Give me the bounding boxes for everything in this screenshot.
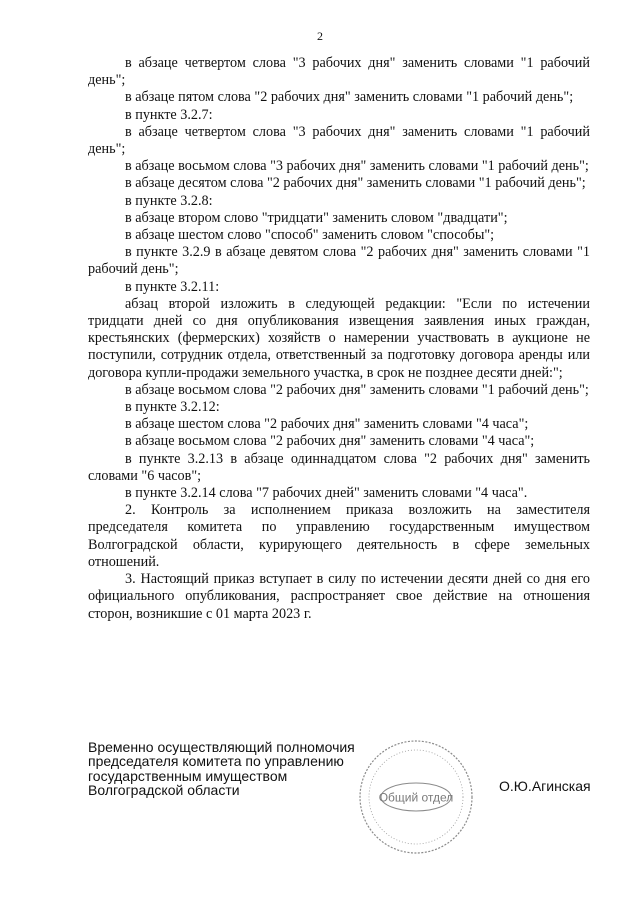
paragraph-4: в абзаце четвертом слова "3 рабочих дня" заменить словами "1 рабочий день"; xyxy=(88,123,590,158)
paragraph-13: в абзаце восьмом слова "2 рабочих дня" заменить словами "1 рабочий день"; xyxy=(125,381,589,398)
signatory-position-line: Волгоградской области xyxy=(88,782,240,799)
paragraph-14: в пункте 3.2.12: xyxy=(125,399,220,416)
signatory-position xyxy=(88,740,378,798)
signatory-position-line: государственным имуществом xyxy=(88,767,288,784)
paragraph-1: в абзаце четвертом слова "3 рабочих дня" заменить словами "1 рабочий день"; xyxy=(88,55,590,89)
paragraph-7: в пункте 3.2.8: xyxy=(125,192,213,209)
paragraph-17: в пункте 3.2.13 в абзаце одиннадцатом слова "2 рабочих дня" заменить словами "6 часов"; xyxy=(88,450,590,484)
signer-name: О.Ю.Агинская xyxy=(499,778,591,794)
paragraph-6: в абзаце десятом слова "2 рабочих дня" заменить словами "1 рабочий день"; xyxy=(125,175,586,192)
paragraph-16: в абзаце восьмом слова "2 рабочих дня" заменить словами "4 часа"; xyxy=(125,433,535,450)
paragraph-control: 2. Контроль за исполнением приказа возложить на заместителя председателя комитета по управлению государственным имуществом Волгоградской области, курирующего деятельность в сфере земельных отношений. xyxy=(88,502,590,570)
stamp-text: Общий отдел xyxy=(378,790,454,805)
paragraph-3: в пункте 3.2.7: xyxy=(125,106,213,123)
paragraph-2: в абзаце пятом слова "2 рабочих дня" заменить словами "1 рабочий день"; xyxy=(125,89,574,106)
official-stamp xyxy=(357,738,475,856)
paragraph-15: в абзаце шестом слова "2 рабочих дня" заменить словами "4 часа"; xyxy=(125,416,529,433)
paragraph-5: в абзаце восьмом слова "3 рабочих дня" заменить словами "1 рабочий день"; xyxy=(125,158,589,175)
signatory-position-line: председателя комитета по управлению xyxy=(88,753,344,770)
paragraph-effective-date: 3. Настоящий приказ вступает в силу по истечении десяти дней со дня его официального опубликования, распространяет свое действие на отношения сторон, возникшие с 01 марта 2023 г. xyxy=(88,571,590,622)
paragraph-18: в пункте 3.2.14 слова "7 рабочих дней" заменить словами "4 часа". xyxy=(125,485,528,502)
paragraph-12: абзац второй изложить в следующей редакции: "Если по истечении тридцати дней со дня опубликования извещения заявления иных граждан, крестьянских (фермерских) хозяйств о намерении участвовать в аукционе не поступили, сотрудник отдела, ответственный за подготовку договора аренды или договора купли-продажи земельного участка, в срок не позднее десяти дней:"; xyxy=(88,295,590,381)
paragraph-10: в пункте 3.2.9 в абзаце девятом слова "2 рабочих дня" заменить словами "1 рабочий день"; xyxy=(88,244,590,278)
signatory-position-line: Временно осуществляющий полномочия xyxy=(88,739,355,755)
paragraph-8: в абзаце втором слово "тридцати" заменить словом "двадцати"; xyxy=(125,209,508,226)
paragraph-9: в абзаце шестом слово "способ" заменить словом "способы"; xyxy=(125,227,495,244)
document-body xyxy=(88,55,590,623)
page-number: 2 xyxy=(317,29,323,43)
paragraph-11: в пункте 3.2.11: xyxy=(125,278,220,295)
